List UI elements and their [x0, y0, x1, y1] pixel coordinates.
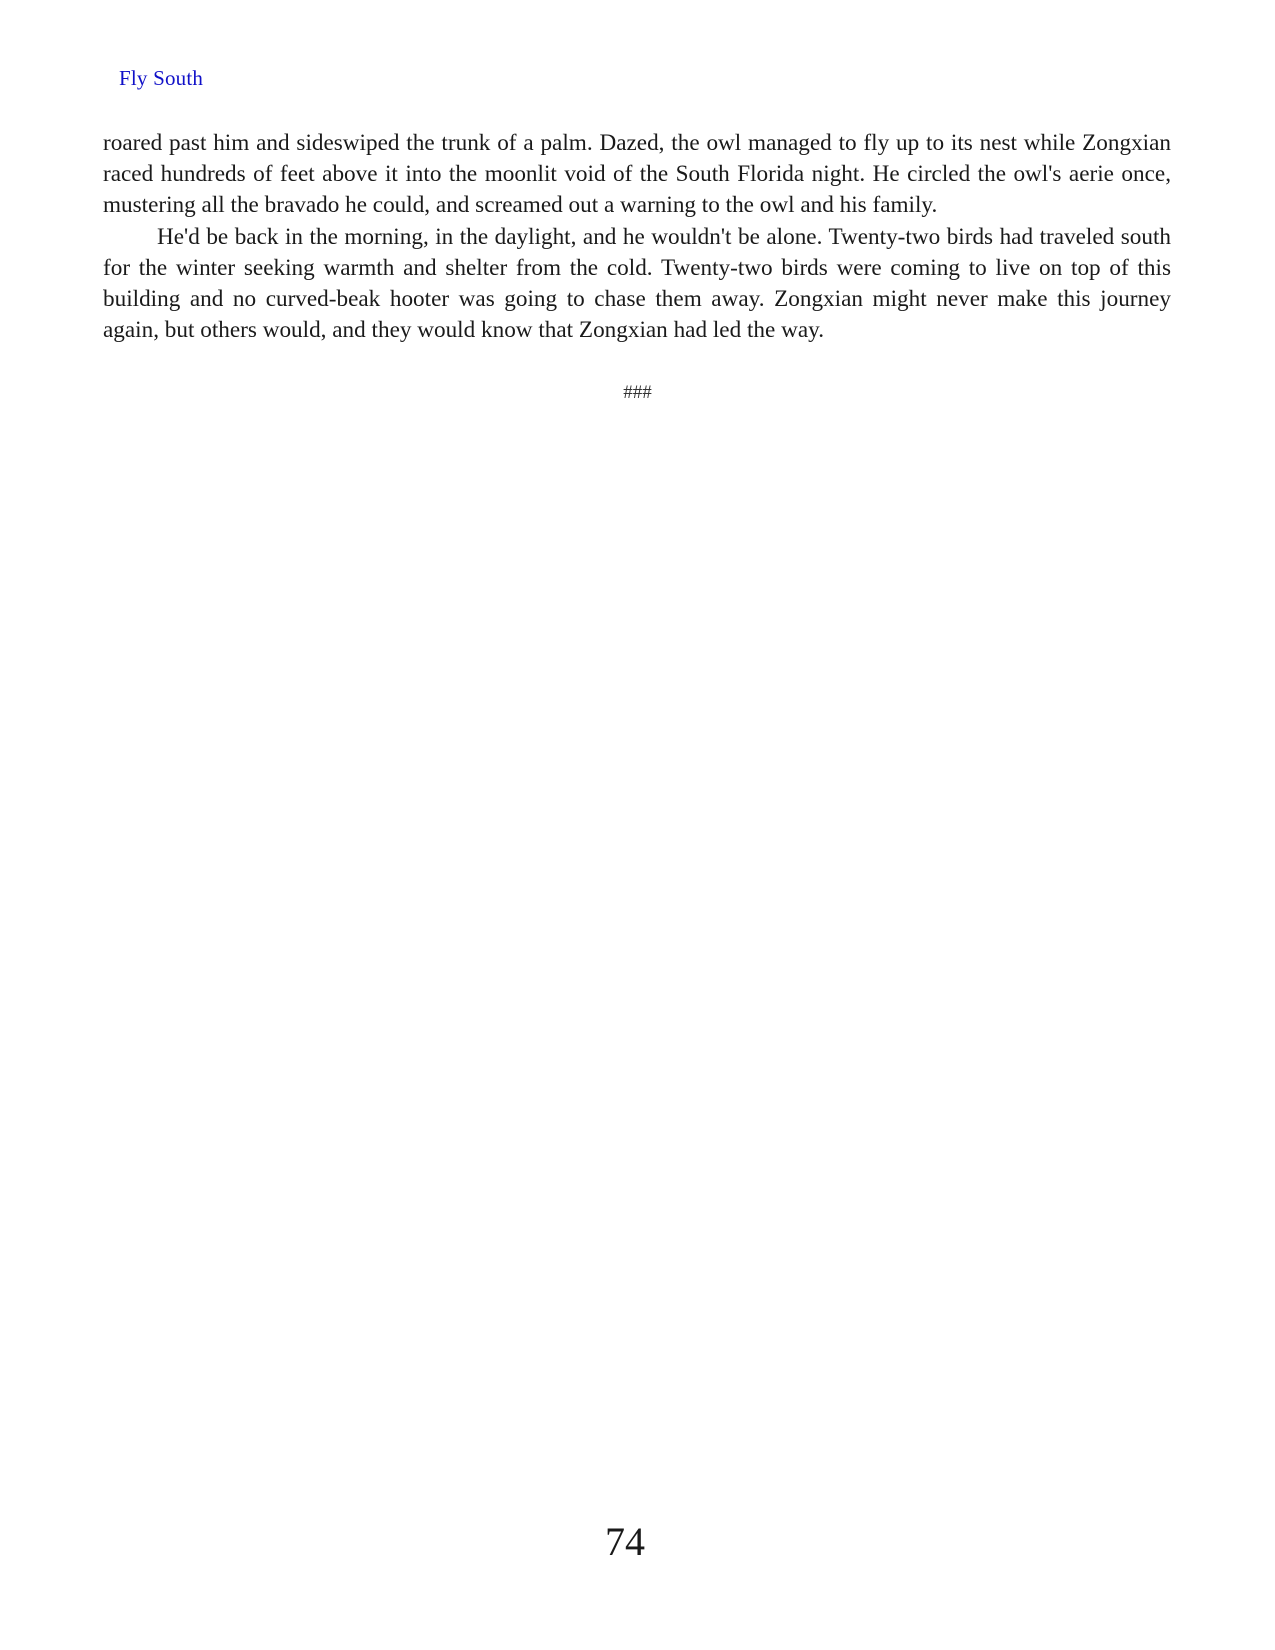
running-header-title: Fly South	[119, 66, 204, 90]
page-number: 74	[605, 1519, 645, 1564]
body-text	[103, 128, 1171, 346]
paragraph-1: roared past him and sideswiped the trunk of a palm. Dazed, the owl managed to fly up to its nest while Zongxian raced hundreds of feet above it into the moonlit void of the South Florida night. He circled the owl's aerie once, mustering all the bravado he could, and screamed out a warning to the owl and his family.	[103, 130, 1171, 219]
paragraph-2: He'd be back in the morning, in the daylight, and he wouldn't be alone. Twenty-two birds had traveled south for the winter seeking warmth and shelter from the cold. Twenty-two birds were coming to live on top of this building and no curved-beak hooter was going to chase them away. Zongxian might never make this journey again, but others would, and they would know that Zongxian had led the way.	[103, 223, 1171, 344]
scene-break: ###	[623, 382, 652, 403]
